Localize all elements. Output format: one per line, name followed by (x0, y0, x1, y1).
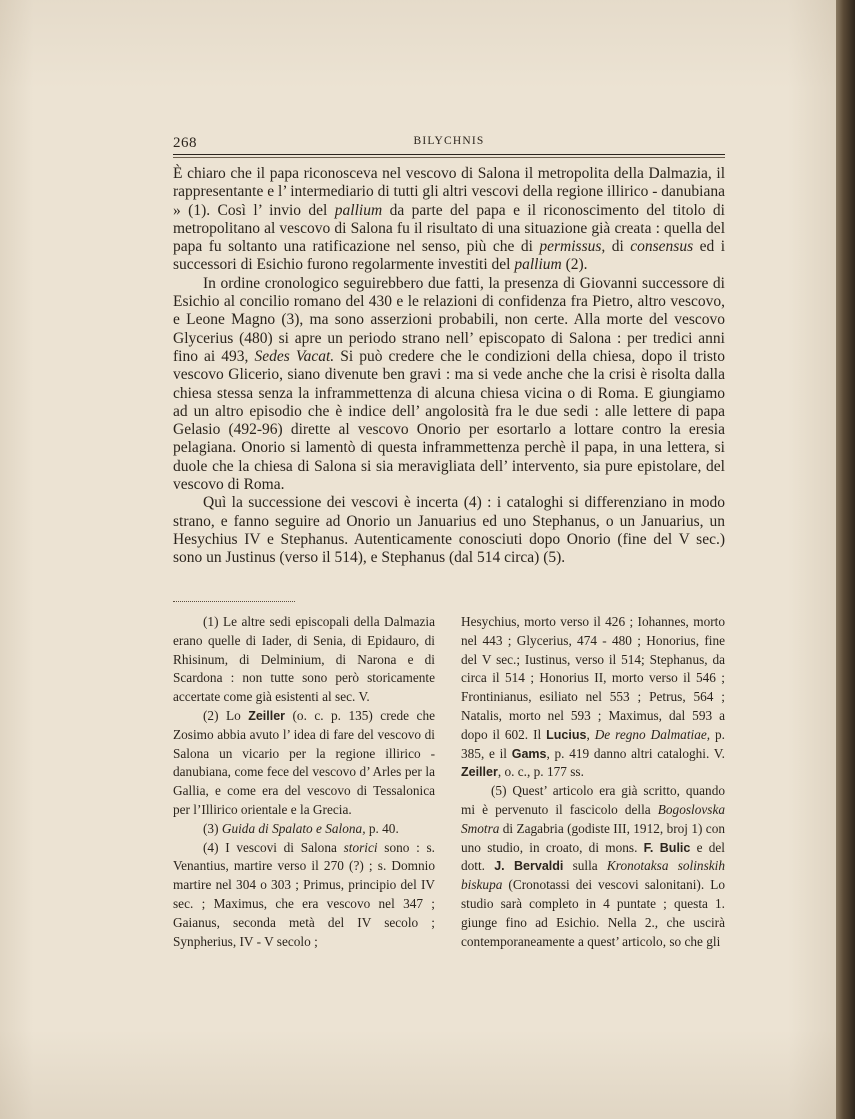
main-text (173, 165, 725, 568)
footnotes-left-column (173, 613, 435, 951)
text-run: Quì la successione dei vescovi è incerta (4) : i cataloghi si differenziano in modo strano, e fanno seguire ad Onorio un Januarius ed uno Stephanus, o un Januarius, un Hesychius IV e Stephanus. Autenticamente conosciuti dopo Onorio (fine del V sec.) sono un Justinus (verso il 514), e Stephanus (dal 514 circa) (5). (173, 494, 725, 567)
author-name: Zeiller (248, 708, 286, 723)
paragraph (173, 494, 725, 567)
author-name: Lucius (546, 727, 587, 742)
author-name: J. Bervaldi (494, 859, 564, 874)
text-run: (3) (203, 820, 222, 836)
text-run: sono : s. Venantius, martire verso il 270 (?) ; s. Domnio martire nel 304 o 303 ; Primus, principio del IV sec. ; Maximus, che era vescovo nel 347 ; Gaianus, seconda metà del IV secolo ; Synpherius, IV - V secolo ; (173, 839, 435, 949)
italic-text: pallium (514, 256, 562, 274)
running-header (173, 133, 725, 153)
journal-title: BILYCHNIS (413, 135, 485, 147)
text-run: (Cronotassi dei vescovi salonitani). Lo studio sarà completo in 4 puntate ; questa 1. giunge fino ad Esichio. Nella 2., che uscirà contemporaneamente a quest’ articolo, so che gli (461, 877, 725, 949)
author-name: Zeiller (461, 765, 498, 780)
text-run: (2). (561, 256, 588, 274)
text-run: , (586, 726, 595, 742)
text-run: di (605, 238, 631, 256)
footnote (461, 782, 725, 951)
italic-text: Guida di Spalato e Salona, (221, 820, 366, 836)
text-run: (o. c. p. 135) crede che Zosimo abbia avuto l’ idea di fare del vescovo di Salona un vicario per la regione illirico - danubiana, come fece del vescovo d’ Arles per la Gallia, e come era del vescovo di Tessalonica per l’Illirico orientale e la Grecia. (173, 707, 435, 817)
page-number: 268 (173, 135, 197, 151)
italic-text: permissus, (539, 238, 606, 256)
text-run: p. 385, e il (461, 726, 725, 761)
paragraph (173, 165, 725, 275)
footnote-continuation (461, 613, 725, 782)
italic-text: pallium (334, 201, 383, 219)
text-run: (2) Lo (203, 707, 249, 723)
italic-text: consensus (630, 238, 694, 256)
text-run: e del dott. (461, 839, 725, 874)
text-run: , o. c., p. 177 ss. (497, 764, 584, 780)
text-run: Si può credere che le condizioni della chiesa, dopo il tristo vescovo Glicerio, siano divenute ben gravi : ma si vede anche che la crisi è risolta dalla chiesa stessa senza la inframmettenza di alcuna chiesa vicina o di Roma. E giungiamo ad un altro episodio che è indice dell’ angolosità fra le due sedi : alle lettere di papa Gelasio (492-96) dirette al vescovo Onorio per esortarlo a lottare contro la eresia pelagiana. Onorio si lamentò di questa inframmettenza perchè il papa, in una lettera, si duole che la chiesa di Salona si sia meravigliata dell’ intervento, sia pure epistolare, del vescovo di Roma. (173, 347, 725, 494)
footnote (173, 707, 435, 820)
header-rule (173, 154, 725, 155)
header-rule-thin (173, 157, 725, 158)
footnote-separator (173, 601, 295, 602)
footnotes-right-column (461, 613, 725, 951)
author-name: F. Bulic (643, 840, 691, 855)
footnote (173, 820, 435, 839)
italic-text: storici (343, 839, 378, 855)
text-run: È chiaro che il papa riconosceva nel vescovo di Salona il metropolita della Dalmazia, il rappresentante e l’ intermediario di tutti gli altri vescovi della regione illirico - danubiana » (1). Così l’ invio del (173, 165, 725, 219)
page-edge (836, 0, 855, 1119)
text-run: (1) Le altre sedi episcopali della Dalmazia erano quelle di Iader, di Senia, di Epidauro, di Rhisinum, di Delminium, di Narona e di Scardona : non tutte sono però storicamente accertate come già esistenti al sec. V. (173, 614, 435, 705)
text-run: (4) I vescovi di Salona (203, 839, 344, 855)
author-name: Gams (511, 746, 547, 761)
text-run: Hesychius, morto verso il 426 ; Iohannes, morto nel 443 ; Glycerius, 474 - 480 ; Honorius, fine del V sec.; Iustinus, verso il 514; Stephanus, da circa il 514 ; Honorius II, morto verso il 546 ; Frontinianus, esiliato nel 553 ; Petrus, 564 ; Natalis, morto nel 593 ; Maximus, dal 593 a dopo il 602. Il (461, 614, 725, 742)
footnote (173, 839, 435, 952)
italic-text: Kronotaksa solinskih biskupa (461, 858, 725, 893)
text-run: sulla (563, 858, 607, 874)
footnote (173, 613, 435, 707)
italic-text: Sedes Vacat. (254, 347, 335, 365)
text-run: p. 40. (365, 820, 399, 836)
italic-text: Bogoslovska Smotra (461, 801, 725, 836)
text-run: , p. 419 danno altri cataloghi. V. (546, 745, 725, 761)
text-run: ed i successori di Esichio furono regolarmente investiti del (173, 238, 725, 274)
text-run: In ordine cronologico seguirebbero due fatti, la presenza di Giovanni successore di Esichio al concilio romano del 430 e le relazioni di confidenza fra Pietro, altro vescovo, e Leone Magno (3), ma sono asserzioni probabili, non certe. Alla morte del vescovo Glycerius (480) si apre un periodo strano nell’ episcopato di Salona : per tredici anni fino ai 493, (173, 274, 725, 365)
italic-text: De regno Dalmatiae, (594, 726, 711, 742)
text-run: (5) Quest’ articolo era già scritto, quando mi è pervenuto il fascicolo della (461, 783, 725, 817)
text-run: di Zagabria (godiste III, 1912, broj 1) con uno studio, in croato, di mons. (461, 820, 725, 855)
text-run: da parte del papa e il riconoscimento del titolo di metropolitano al vescovo di Salona fu il risultato di una situazione già creata : quella del papa fu soltanto una ratificazione nel senso, più che di (173, 201, 725, 256)
paragraph (173, 275, 725, 495)
